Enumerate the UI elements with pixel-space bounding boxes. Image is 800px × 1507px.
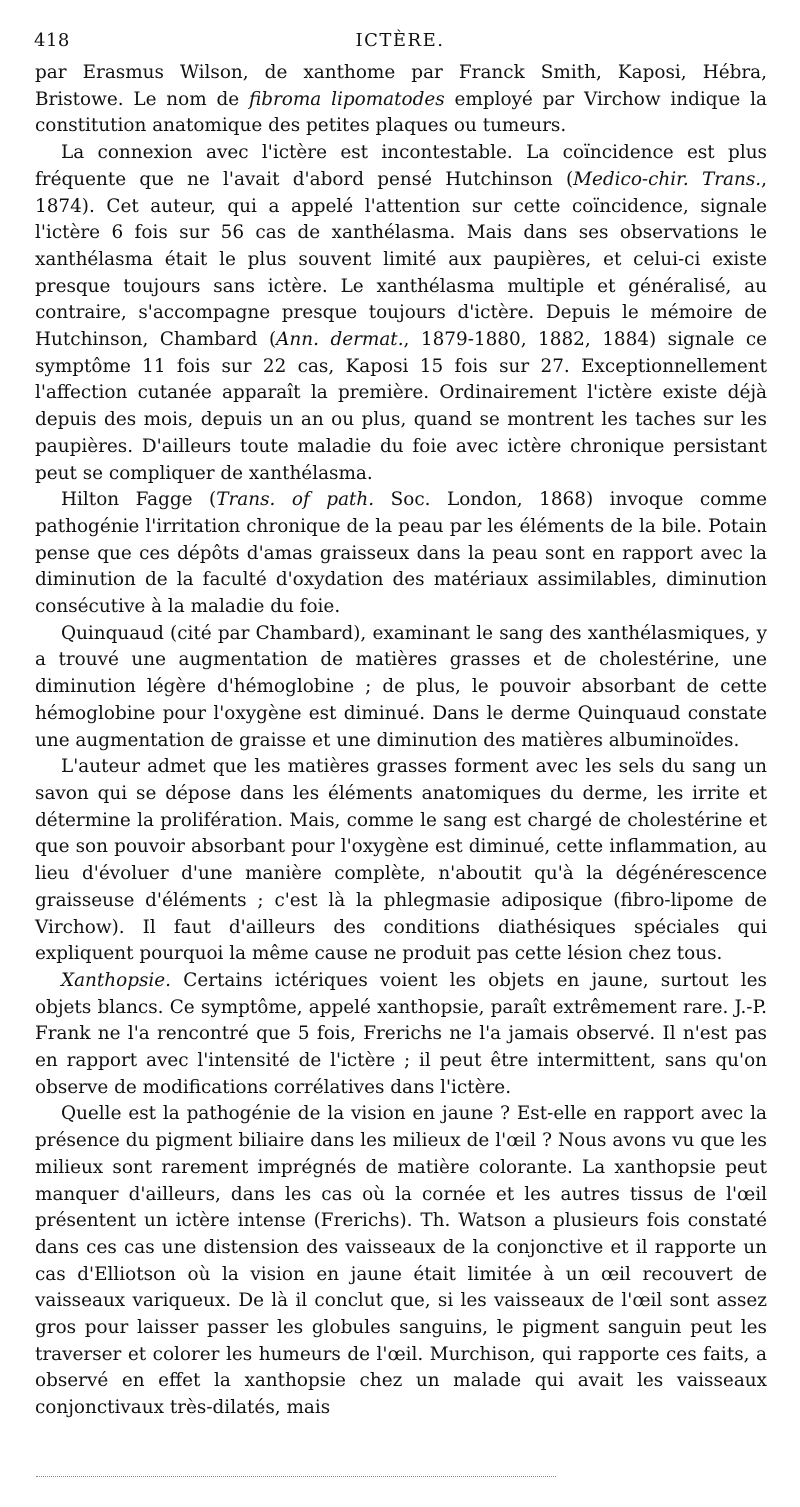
text-run: Soc. London, 1868) invoque comme pathogénie l'irritation chronique de la peau par les éléments de la bile. Potain pense que ces dépôts d'amas graisseux dans la peau sont en rapport avec la diminution de la faculté d'oxydation des matériaux assimilables, diminution consécutive à la maladie du foie. (35, 489, 767, 618)
running-head: ICTÈRE. (355, 30, 445, 51)
text-run: par Erasmus Wilson, de xanthome par Franck Smith, Kaposi, Hébra, Bristowe. Le nom de (35, 62, 767, 110)
paragraph (35, 487, 767, 621)
paragraph (35, 968, 767, 1102)
paragraph (35, 621, 767, 755)
text-run: , 1874). Cet auteur, qui a appelé l'attention sur cette coïncidence, signale l'ictère 6 fois sur 56 cas de xanthélasma. Mais dans ses observations le xanthélasma était le plus souvent limité aux paupières, et celui-ci existe presque toujours sans ictère. Le xanthélasma multiple et généralisé, au contraire, s'accompagne presque toujours d'ictère. Depuis le mémoire de Hutchinson, Chambard ( (35, 168, 767, 351)
paragraph (35, 754, 767, 968)
body-text (35, 60, 767, 1422)
page-header (34, 30, 766, 58)
italic-text: Ann. dermat. (276, 329, 404, 351)
text-run: L'auteur admet que les matières grasses forment avec les sels du sang un savon qui se dépose dans les éléments anatomiques du derme, les irrite et détermine la prolifération. Mais, comme le sang est chargé de cholestérine et que son pouvoir absorbant pour l'oxygène est diminué, cette inflammation, au lieu d'évoluer d'une manière complète, n'aboutit qu'à la dégénérescence graisseuse d'éléments ; c'est là la phlegmasie adiposique (fibro-lipome de Virchow). Il faut d'ailleurs des conditions diathésiques spéciales qui expliquent pourquoi la même cause ne produit pas cette lésion chez tous. (35, 756, 767, 965)
italic-text: Xanthopsie. (61, 969, 172, 991)
text-run: Hilton Fagge ( (61, 489, 217, 511)
italic-text: Medico-chir. Trans. (573, 168, 762, 190)
paragraph (35, 1101, 767, 1421)
text-run: Certains ictériques voient les objets en jaune, surtout les objets blancs. Ce symptôme, appelé xanthopsie, paraît extrêmement rare. J.-P. Frank ne l'a rencontré que 5 fois, Frerichs ne l'a jamais observé. Il n'est pas en rapport avec l'intensité de l'ictère ; il peut être intermittent, sans qu'on observe de modifications corrélatives dans l'ictère. (35, 969, 767, 1098)
text-run: La connexion avec l'ictère est incontestable. La coïncidence est plus fréquente que ne l'avait d'abord pensé Hutchinson ( (35, 142, 767, 190)
paragraph (35, 60, 767, 140)
italic-text: Trans. of path. (216, 489, 375, 511)
page-number: 418 (34, 30, 70, 51)
paragraph (35, 140, 767, 487)
text-run: Quelle est la pathogénie de la vision en jaune ? Est-elle en rapport avec la présence du pigment biliaire dans les milieux de l'œil ? Nous avons vu que les milieux sont rarement imprégnés de matière colorante. La xanthopsie peut manquer d'ailleurs, dans les cas où la cornée et les autres tissus de l'œil présentent un ictère intense (Frerichs). Th. Watson a plusieurs fois constaté dans ces cas une distension des vaisseaux de la conjonctive et il rapporte un cas d'Elliotson où la vision en jaune était limitée à un œil recouvert de vaisseaux variqueux. De là il conclut que, si les vaisseaux de l'œil sont assez gros pour laisser passer les globules sanguins, le pigment sanguin peut les traverser et colorer les humeurs de l'œil. Murchison, qui rapporte ces faits, a observé en effet la xanthopsie chez un malade qui avait les vaisseaux conjonctivaux très-dilatés, mais (35, 1103, 767, 1419)
text-run: Quinquaud (cité par Chambard), examinant le sang des xanthélasmiques, y a trouvé une augmentation de matières grasses et de cholestérine, une diminution légère d'hémoglobine ; de plus, le pouvoir absorbant de cette hémoglobine pour l'oxygène est diminué. Dans le derme Quinquaud constate une augmentation de graisse et une diminution des matières albuminoïdes. (35, 622, 767, 751)
footer-dotted-rule (36, 1476, 556, 1477)
italic-text: fibroma lipomatodes (248, 88, 445, 110)
text-run: , 1879-1880, 1882, 1884) signale ce symptôme 11 fois sur 22 cas, Kaposi 15 fois sur 27. Exceptionnellement l'affection cutanée apparaît la première. Ordinairement l'ictère existe déjà depuis des mois, depuis un an ou plus, quand se montrent les taches sur les paupières. D'ailleurs toute maladie du foie avec ictère chronique persistant peut se compliquer de xanthélasma. (35, 329, 768, 484)
text-run: employé par Virchow indique la constitution anatomique des petites plaques ou tumeurs. (35, 88, 767, 137)
